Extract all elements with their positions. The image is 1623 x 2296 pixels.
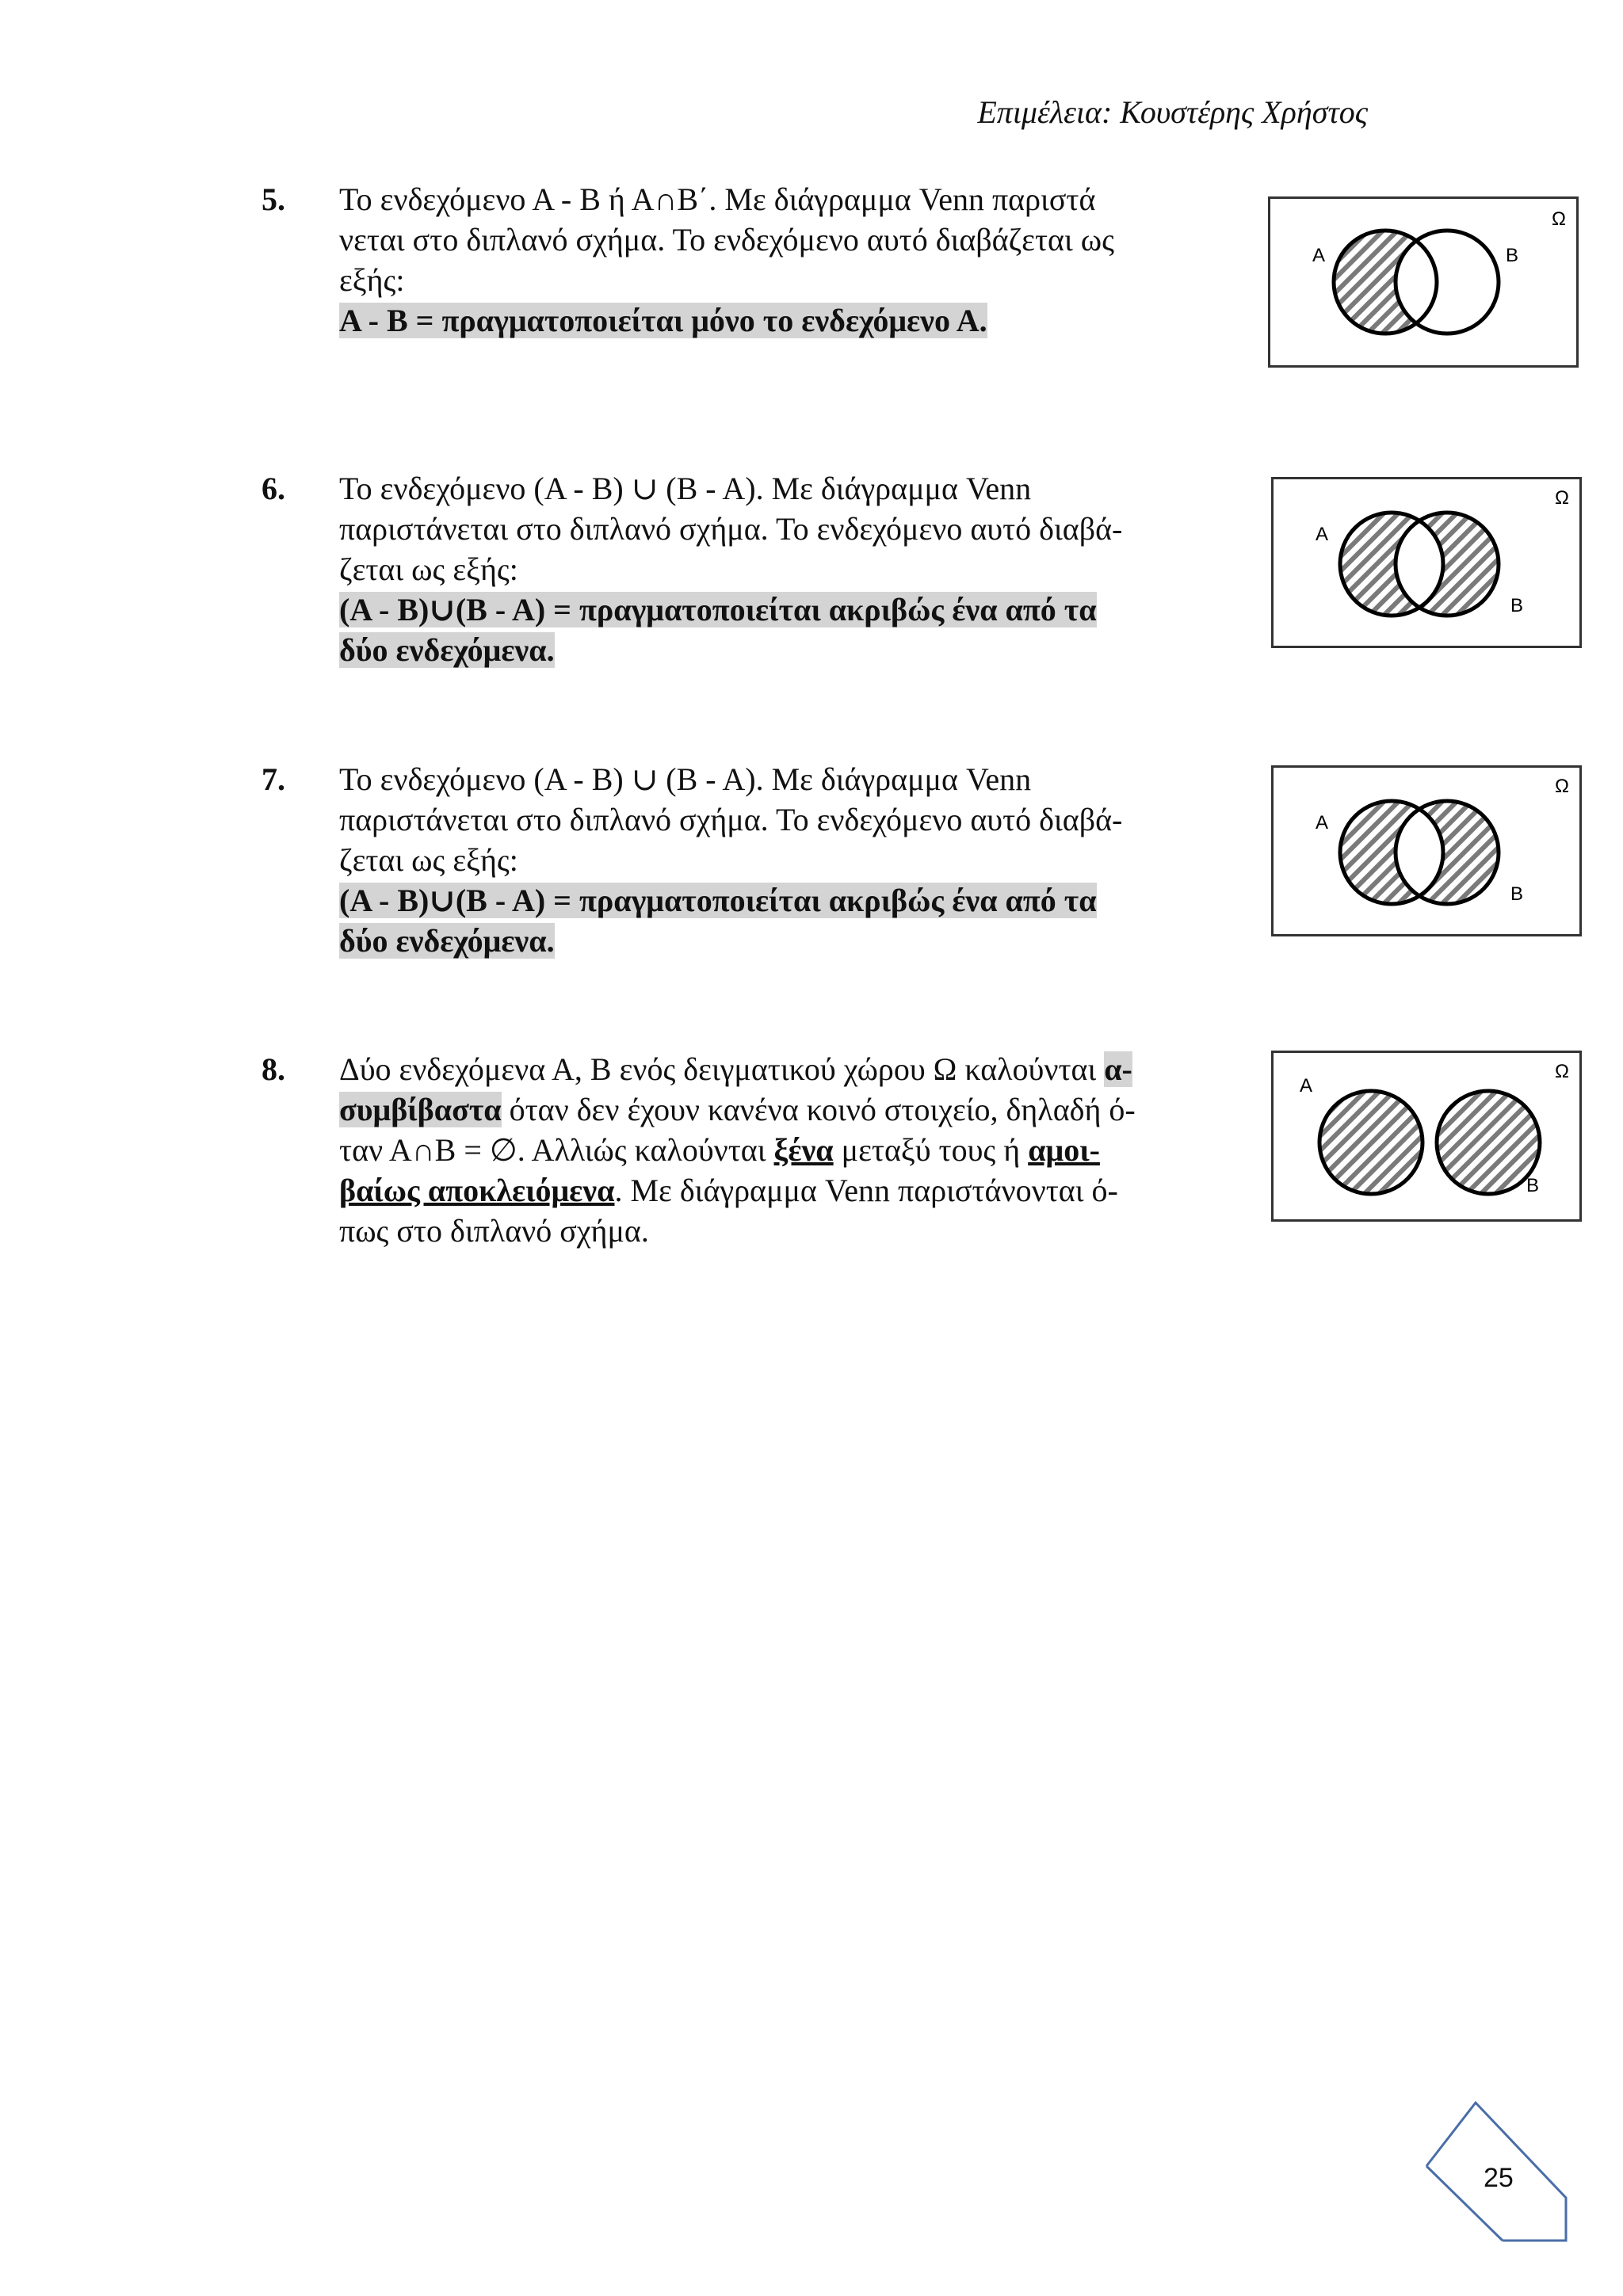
- item-number: 6.: [262, 471, 285, 506]
- venn-diagram-disjoint: [1271, 1051, 1582, 1222]
- label-omega: Ω: [1555, 776, 1569, 797]
- venn-diagram-symmetric-difference: [1271, 477, 1582, 648]
- term-amoivaios: βαίως αποκλειόμενα: [339, 1173, 615, 1208]
- item-7: [262, 759, 1236, 965]
- term-asymvivasta: συμβίβαστα: [339, 1092, 502, 1127]
- label-omega: Ω: [1555, 487, 1569, 509]
- page-header-author: Επιμέλεια: Κουστέρης Χρήστος: [977, 94, 1368, 130]
- label-b: B: [1510, 595, 1524, 616]
- label-a: A: [1312, 245, 1326, 266]
- highlighted-definition: (Α - Β)∪(Β - Α) = πραγματοποιείται ακριβώς ένα από τα: [339, 883, 1097, 918]
- highlighted-definition: (Α - Β)∪(Β - Α) = πραγματοποιείται ακριβώς ένα από τα: [339, 592, 1097, 627]
- highlighted-definition: δύο ενδεχόμενα.: [339, 923, 555, 959]
- text-run: όταν δεν έχουν κανένα κοινό στοιχείο, δηλαδή ό-: [501, 1092, 1136, 1127]
- text-line: εξής:: [339, 262, 405, 298]
- highlighted-definition: δύο ενδεχόμενα.: [339, 632, 555, 668]
- text-line: ζεται ως εξής:: [339, 551, 518, 587]
- text-line: [339, 1089, 1235, 1130]
- label-omega: Ω: [1555, 1061, 1569, 1082]
- text-run: μεταξύ τους ή: [833, 1132, 1029, 1168]
- term-asymvivasta: α-: [1104, 1051, 1132, 1087]
- text-run: ταν Α∩Β = ∅. Αλλιώς καλούνται: [339, 1132, 774, 1168]
- venn-diagram-symmetric-difference: [1271, 765, 1582, 936]
- item-number: 7.: [262, 761, 285, 797]
- item-8: [262, 1049, 1236, 1263]
- item-6: [262, 468, 1236, 674]
- item-text: [339, 759, 1235, 961]
- label-b: B: [1510, 883, 1524, 905]
- label-a: A: [1316, 524, 1329, 545]
- text-run: . Με διάγραμμα Venn παριστάνονται ό-: [614, 1173, 1118, 1208]
- label-a: A: [1316, 812, 1329, 833]
- circle-a: [1319, 1091, 1423, 1194]
- text-line: παριστάνεται στο διπλανό σχήμα. Το ενδεχόμενο αυτό διαβά-: [339, 802, 1123, 837]
- text-line: ζεται ως εξής:: [339, 842, 518, 878]
- text-line: [339, 1130, 1235, 1170]
- item-5: [262, 179, 1236, 338]
- label-a: A: [1300, 1075, 1313, 1097]
- page-number: 25: [1484, 2163, 1514, 2193]
- label-omega: Ω: [1552, 208, 1566, 230]
- text-run: Δύο ενδεχόμενα Α, Β ενός δειγματικού χώρου Ω καλούνται: [339, 1051, 1105, 1087]
- text-line: Το ενδεχόμενο (Α - Β) ∪ (Β - Α). Με διάγραμμα Venn: [339, 471, 1032, 506]
- text-line: Το ενδεχόμενο (Α - Β) ∪ (Β - Α). Με διάγραμμα Venn: [339, 761, 1032, 797]
- term-xena: ξένα: [773, 1132, 834, 1168]
- text-line: Το ενδεχόμενο Α - Β ή Α∩Β΄. Με διάγραμμα Venn παριστά: [339, 181, 1096, 217]
- term-amoivaios: αμοι-: [1028, 1132, 1100, 1168]
- text-line: [339, 1049, 1235, 1089]
- label-b: B: [1506, 245, 1519, 266]
- text-line: πως στο διπλανό σχήμα.: [339, 1213, 649, 1249]
- highlighted-definition: Α - Β = πραγματοποιείται μόνο το ενδεχόμενο Α.: [339, 303, 987, 338]
- text-line: νεται στο διπλανό σχήμα. Το ενδεχόμενο αυτό διαβάζεται ως: [339, 222, 1114, 257]
- text-line: παριστάνεται στο διπλανό σχήμα. Το ενδεχόμενο αυτό διαβά-: [339, 511, 1123, 547]
- venn-diagram-a-minus-b: [1268, 196, 1579, 368]
- item-text: [339, 179, 1235, 341]
- label-b: B: [1526, 1175, 1540, 1196]
- item-number: 5.: [262, 181, 285, 217]
- circle-b: [1437, 1091, 1540, 1194]
- item-number: 8.: [262, 1051, 285, 1087]
- text-line: [339, 1170, 1235, 1211]
- item-text: [339, 1049, 1235, 1251]
- item-text: [339, 468, 1235, 670]
